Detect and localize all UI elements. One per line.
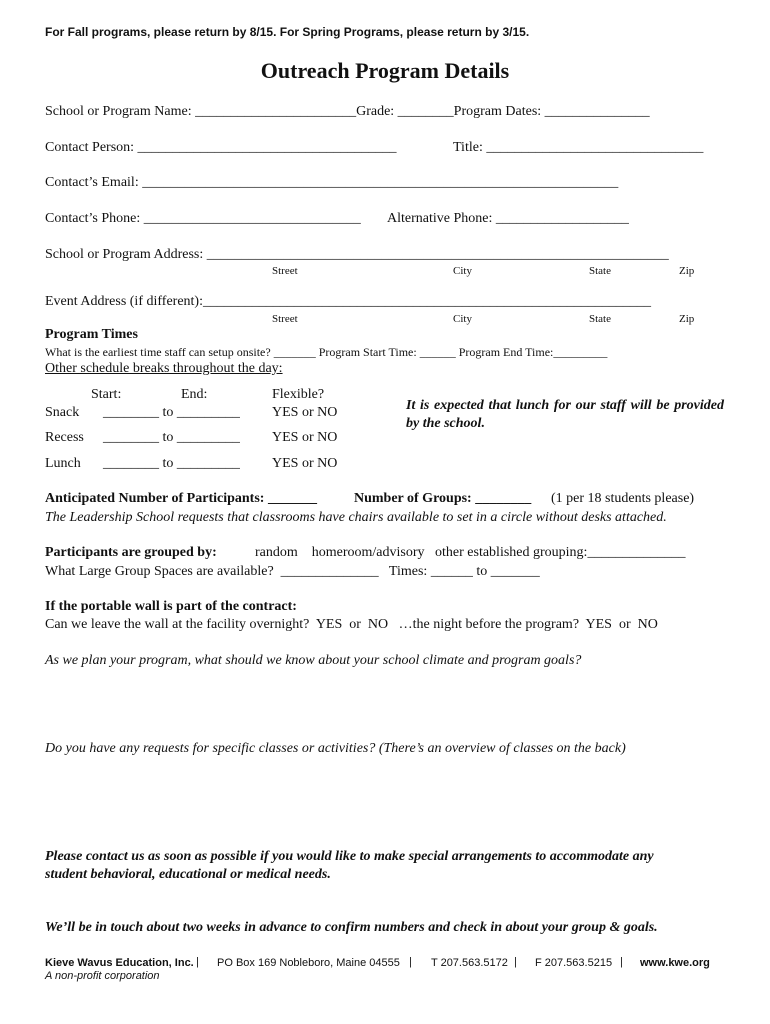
snack-time-field[interactable]: ________ to _________	[103, 405, 240, 420]
class-requests-question: Do you have any requests for specific classes or activities? (There’s an overview of classes on the back)	[45, 741, 626, 756]
event-zip-label: Zip	[679, 313, 695, 325]
lunch-flexible-choice[interactable]: YES or NO	[272, 456, 338, 471]
recess-flexible-choice[interactable]: YES or NO	[272, 430, 338, 445]
contact-phone-field[interactable]: Contact’s Phone: _______________________________	[45, 211, 361, 226]
special-arrangements-note-line1: Please contact us as soon as possible if you would like to make special arrangements to accommodate any	[45, 849, 654, 864]
portable-wall-heading: If the portable wall is part of the contract:	[45, 599, 297, 614]
address-state-label: State	[589, 265, 611, 277]
footer-org-name: Kieve Wavus Education, Inc.	[45, 957, 194, 969]
number-of-groups-field[interactable]: Number of Groups: ________	[354, 491, 532, 506]
snack-label: Snack	[45, 405, 80, 420]
large-group-spaces-field[interactable]: What Large Group Spaces are available? ______________ Times: ______ to _______	[45, 564, 540, 579]
setup-start-end-times-field[interactable]: What is the earliest time staff can setup onsite? _______ Program Start Time: ______ Program End Time:_________	[45, 345, 608, 359]
contact-email-field[interactable]: Contact’s Email: ____________________________________________________________________	[45, 175, 619, 190]
return-deadline-note: For Fall programs, please return by 8/15. For Spring Programs, please return by 3/15.	[45, 25, 530, 39]
lunch-time-field[interactable]: ________ to _________	[103, 456, 240, 471]
footer-tagline: A non-profit corporation	[45, 970, 160, 982]
school-name-grade-dates-field[interactable]: School or Program Name: _______________________Grade: ________Program Dates: _______________	[45, 104, 650, 119]
start-column-label: Start:	[91, 387, 122, 402]
staff-lunch-note: It is expected that lunch for our staff will be provided by the school.	[406, 398, 724, 431]
school-address-field[interactable]: School or Program Address: __________________________________________________________________	[45, 247, 669, 262]
page-title: Outreach Program Details	[260, 58, 510, 83]
end-column-label: End:	[181, 387, 208, 402]
alternative-phone-field[interactable]: Alternative Phone: ___________________	[387, 211, 629, 226]
address-city-label: City	[453, 265, 472, 277]
footer-separator: |	[620, 956, 623, 968]
lunch-label: Lunch	[45, 456, 81, 471]
grouping-options[interactable]: random homeroom/advisory other established grouping:______________	[255, 545, 686, 560]
special-arrangements-note-line2: student behavioral, educational or medical needs.	[45, 867, 331, 882]
event-state-label: State	[589, 313, 611, 325]
groups-note: (1 per 18 students please)	[551, 491, 695, 506]
event-address-field[interactable]: Event Address (if different):________________________________________________________________	[45, 294, 651, 309]
footer-separator: |	[514, 956, 517, 968]
address-street-label: Street	[272, 265, 298, 277]
schedule-breaks-heading: Other schedule breaks throughout the day:	[45, 361, 283, 376]
event-street-label: Street	[272, 313, 298, 325]
school-climate-question: As we plan your program, what should we know about your school climate and program goals?	[45, 653, 582, 668]
footer-fax: F 207.563.5215	[535, 957, 613, 969]
anticipated-participants-field[interactable]: Anticipated Number of Participants: _______	[45, 491, 317, 506]
contact-person-field[interactable]: Contact Person: _____________________________________	[45, 140, 397, 155]
footer-website[interactable]: www.kwe.org	[640, 957, 710, 969]
portable-wall-question[interactable]: Can we leave the wall at the facility overnight? YES or NO …the night before the program? YES or NO	[45, 617, 658, 632]
recess-time-field[interactable]: ________ to _________	[103, 430, 240, 445]
chairs-request-note: The Leadership School requests that classrooms have chairs available to set in a circle without desks attached.	[45, 510, 667, 525]
footer-separator: |	[409, 956, 412, 968]
footer-address: PO Box 169 Nobleboro, Maine 04555	[217, 957, 400, 969]
address-zip-label: Zip	[679, 265, 695, 277]
footer-phone: T 207.563.5172	[431, 957, 508, 969]
contact-title-field[interactable]: Title: _______________________________	[453, 140, 704, 155]
footer-separator: |	[196, 956, 199, 968]
grouped-by-label: Participants are grouped by:	[45, 545, 217, 560]
snack-flexible-choice[interactable]: YES or NO	[272, 405, 338, 420]
recess-label: Recess	[45, 430, 84, 445]
program-times-heading: Program Times	[45, 327, 138, 342]
in-touch-note: We’ll be in touch about two weeks in advance to confirm numbers and check in about your group & goals.	[45, 920, 658, 935]
flexible-column-label: Flexible?	[272, 387, 325, 402]
event-city-label: City	[453, 313, 472, 325]
